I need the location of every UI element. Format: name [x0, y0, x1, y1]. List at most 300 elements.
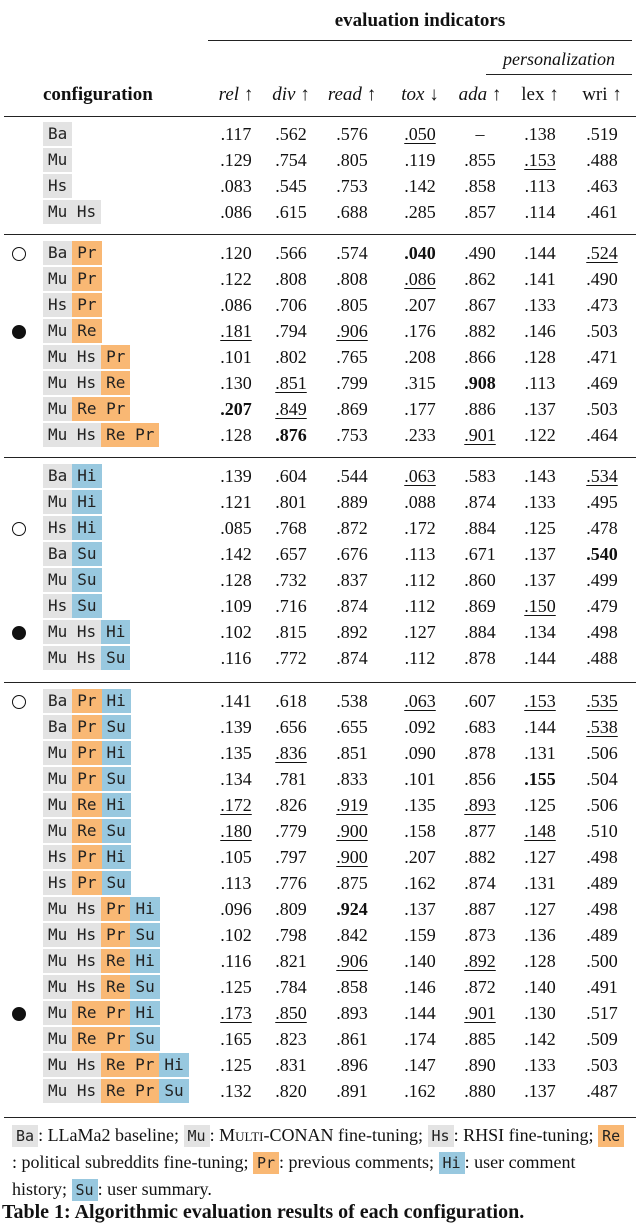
cell-rel: .125	[220, 977, 252, 997]
configuration-chips	[43, 645, 130, 671]
config-chip: Mu Hs	[43, 949, 101, 973]
col-header-label: ada	[458, 84, 488, 105]
legend-text-smallcaps: Multi	[219, 1125, 264, 1145]
config-chip: Su	[72, 568, 101, 592]
cell-tox: .112	[404, 596, 436, 616]
cell-rel: .113	[220, 873, 252, 893]
config-chip: Hi	[72, 516, 101, 540]
cell-read: .889	[336, 492, 368, 512]
cell-div: .809	[275, 899, 307, 919]
table-row	[0, 766, 640, 792]
cell-rel: .181	[220, 321, 252, 341]
cell-wri: .524	[586, 243, 618, 263]
cell-ada: .872	[464, 977, 496, 997]
cell-wri: .464	[586, 425, 618, 445]
config-chip: Mu	[43, 568, 72, 592]
cell-ada: .867	[464, 295, 496, 315]
config-chip: Mu Hs	[43, 923, 101, 947]
cell-wri: .489	[586, 925, 618, 945]
table-row	[0, 740, 640, 766]
cell-ada: .873	[464, 925, 496, 945]
config-chip: Mu Hs	[43, 620, 101, 644]
cell-tox: .159	[404, 925, 436, 945]
cell-ada: .857	[464, 202, 496, 222]
cell-rel: .083	[220, 176, 252, 196]
cell-tox: .208	[404, 347, 436, 367]
cell-lex: .130	[524, 1003, 556, 1023]
cell-ada: .878	[464, 648, 496, 668]
config-chip: Mu Hs	[43, 423, 101, 447]
config-chip: Re	[72, 319, 101, 343]
cell-lex: .141	[524, 269, 556, 289]
cell-lex: .114	[524, 202, 556, 222]
config-chip: Pr	[72, 241, 101, 265]
config-chip: Mu	[43, 319, 72, 343]
legend-chip: Pr	[253, 1152, 279, 1174]
legend-chip: Mu	[184, 1125, 210, 1147]
cell-read: .874	[336, 648, 368, 668]
table-row	[0, 199, 640, 225]
configuration-chips	[43, 1000, 160, 1026]
cell-wri: .469	[586, 373, 618, 393]
config-chip: Mu	[43, 1027, 72, 1051]
cell-lex: .138	[524, 124, 556, 144]
cell-tox: .113	[404, 544, 436, 564]
cell-wri: .534	[586, 466, 618, 486]
table-row	[0, 463, 640, 489]
config-chip: Mu	[43, 767, 72, 791]
table-row	[0, 147, 640, 173]
cell-tox: .101	[404, 769, 436, 789]
cell-tox: .088	[404, 492, 436, 512]
config-chip: Re	[101, 949, 130, 973]
cell-lex: .140	[524, 977, 556, 997]
cell-read: .837	[336, 570, 368, 590]
config-chip: Mu Hs	[43, 1079, 101, 1103]
col-header-label: wri	[582, 84, 608, 105]
cell-read: .874	[336, 596, 368, 616]
table-row	[0, 370, 640, 396]
cell-ada: .884	[464, 622, 496, 642]
cell-read: .688	[336, 202, 368, 222]
cell-rel: .134	[220, 769, 252, 789]
cell-div: .566	[275, 243, 307, 263]
cell-div: .732	[275, 570, 307, 590]
config-chip: Ba	[43, 241, 72, 265]
cell-ada: .878	[464, 743, 496, 763]
cell-lex: .155	[524, 769, 556, 789]
configuration-chips	[43, 593, 102, 619]
cell-div: .772	[275, 648, 307, 668]
config-chip: Su	[130, 975, 159, 999]
cell-tox: .112	[404, 648, 436, 668]
cell-div: .562	[275, 124, 307, 144]
config-chip: Re	[72, 819, 101, 843]
cell-rel: .101	[220, 347, 252, 367]
config-chip: Re Pr	[101, 1053, 159, 1077]
evaluation-indicators-header: evaluation indicators	[208, 8, 632, 41]
table-row	[0, 489, 640, 515]
cell-div: .618	[275, 691, 307, 711]
cell-read: .753	[336, 176, 368, 196]
config-chip: Hs	[43, 293, 72, 317]
cell-rel: .173	[220, 1003, 252, 1023]
cell-read: .765	[336, 347, 368, 367]
table-row	[0, 870, 640, 896]
cell-tox: .162	[404, 1081, 436, 1101]
configuration-chips	[43, 240, 102, 266]
cell-tox: .147	[404, 1055, 436, 1075]
cell-ada: .880	[464, 1081, 496, 1101]
config-chip: Re Pr	[101, 1079, 159, 1103]
cell-read: .676	[336, 544, 368, 564]
cell-lex: .128	[524, 347, 556, 367]
cell-wri: .498	[586, 899, 618, 919]
config-chip: Pr	[72, 845, 101, 869]
configuration-chips	[43, 173, 72, 199]
configuration-chips	[43, 344, 130, 370]
config-chip: Re	[101, 975, 130, 999]
cell-rel: .117	[220, 124, 252, 144]
table-row	[0, 896, 640, 922]
config-chip: Mu	[43, 490, 72, 514]
legend-text: : RHSI fine-tuning;	[453, 1125, 599, 1145]
cell-div: .798	[275, 925, 307, 945]
cell-div: .802	[275, 347, 307, 367]
config-chip: Mu Hs	[43, 646, 101, 670]
configuration-chips	[43, 740, 131, 766]
cell-rel: .172	[220, 795, 252, 815]
configuration-chips	[43, 844, 131, 870]
configuration-chips	[43, 766, 131, 792]
cell-read: .906	[336, 951, 368, 971]
config-chip: Hi	[72, 490, 101, 514]
cell-tox: .092	[404, 717, 436, 737]
legend-text: : previous comments;	[279, 1152, 439, 1172]
cell-rel: .165	[220, 1029, 252, 1049]
cell-rel: .086	[220, 202, 252, 222]
config-chip: Hs	[43, 174, 72, 198]
config-chip: Pr	[101, 345, 130, 369]
cell-wri: .503	[586, 1055, 618, 1075]
cell-tox: .207	[404, 295, 436, 315]
cell-ada: .855	[464, 150, 496, 170]
group-divider	[4, 682, 636, 683]
cell-ada: .490	[464, 243, 496, 263]
cell-wri: .519	[586, 124, 618, 144]
config-chip: Su	[101, 646, 130, 670]
table-row	[0, 344, 640, 370]
cell-tox: .086	[404, 269, 436, 289]
col-header-label: tox	[401, 84, 425, 105]
configuration-chips	[43, 370, 130, 396]
legend-chip: Ba	[12, 1125, 38, 1147]
cell-div: .776	[275, 873, 307, 893]
cell-ada: .856	[464, 769, 496, 789]
cell-ada: .858	[464, 176, 496, 196]
cell-ada: .882	[464, 321, 496, 341]
configuration-chips	[43, 714, 131, 740]
filled-circle-icon	[12, 1007, 26, 1021]
cell-wri: .498	[586, 847, 618, 867]
config-chip: Mu	[43, 819, 72, 843]
cell-rel: .102	[220, 622, 252, 642]
cell-wri: .500	[586, 951, 618, 971]
configuration-chips	[43, 870, 131, 896]
cell-read: .655	[336, 717, 368, 737]
cell-div: .706	[275, 295, 307, 315]
cell-ada: .890	[464, 1055, 496, 1075]
config-chip: Re Pr	[101, 423, 159, 447]
cell-rel: .102	[220, 925, 252, 945]
cell-ada: .869	[464, 596, 496, 616]
cell-div: .851	[275, 373, 307, 393]
header-rule	[4, 116, 636, 117]
cell-lex: .137	[524, 399, 556, 419]
cell-ada: .877	[464, 821, 496, 841]
config-chip: Su	[102, 819, 131, 843]
cell-lex: .153	[524, 691, 556, 711]
cell-tox: .127	[404, 622, 436, 642]
cell-tox: .144	[404, 1003, 436, 1023]
cell-rel: .207	[220, 399, 252, 419]
cell-ada: .874	[464, 873, 496, 893]
config-chip: Hi	[101, 620, 130, 644]
config-chip: Re Pr	[72, 397, 130, 421]
config-chip: Re	[101, 371, 130, 395]
cell-div: .808	[275, 269, 307, 289]
col-header-div	[272, 84, 309, 106]
config-chip: Pr	[72, 293, 101, 317]
cell-div: .836	[275, 743, 307, 763]
group-divider	[4, 234, 636, 235]
config-chip: Su	[130, 923, 159, 947]
cell-read: .861	[336, 1029, 368, 1049]
config-chip: Re Pr	[72, 1027, 130, 1051]
configuration-chips	[43, 567, 102, 593]
cell-wri: .461	[586, 202, 618, 222]
legend-chip: Re	[598, 1125, 624, 1147]
cell-read: .872	[336, 518, 368, 538]
config-chip: Mu Hs	[43, 975, 101, 999]
configuration-chips	[43, 792, 131, 818]
configuration-chips	[43, 619, 130, 645]
cell-read: .896	[336, 1055, 368, 1075]
col-header-lex	[521, 84, 558, 106]
arrow-down-icon: ↓	[424, 84, 439, 105]
table-caption: Table 1: Algorithmic evaluation results of each configuration.	[2, 1201, 525, 1223]
cell-ada: .860	[464, 570, 496, 590]
cell-div: .820	[275, 1081, 307, 1101]
group-divider	[4, 457, 636, 458]
arrow-up-icon: ↑	[544, 84, 559, 105]
col-header-wri	[582, 84, 622, 106]
configuration-chips	[43, 396, 130, 422]
table-row	[0, 515, 640, 541]
cell-div: .768	[275, 518, 307, 538]
config-chip: Ba	[43, 689, 72, 713]
table-row	[0, 541, 640, 567]
config-chip: Re Pr	[72, 1001, 130, 1025]
config-chip: Ba	[43, 542, 72, 566]
table-row	[0, 922, 640, 948]
cell-lex: .153	[524, 150, 556, 170]
cell-read: .891	[336, 1081, 368, 1101]
cell-div: .784	[275, 977, 307, 997]
cell-rel: .141	[220, 691, 252, 711]
cell-rel: .180	[220, 821, 252, 841]
config-chip: Ba	[43, 464, 72, 488]
configuration-chips	[43, 199, 101, 225]
config-chip: Hi	[72, 464, 101, 488]
cell-tox: .040	[404, 243, 436, 263]
configuration-chips	[43, 541, 102, 567]
cell-read: .805	[336, 295, 368, 315]
cell-read: .919	[336, 795, 368, 815]
config-chip: Su	[102, 767, 131, 791]
config-chip: Pr	[72, 715, 101, 739]
cell-rel: .128	[220, 570, 252, 590]
cell-lex: .148	[524, 821, 556, 841]
cell-ada: .908	[464, 373, 496, 393]
config-chip: Hi	[102, 741, 131, 765]
table-row	[0, 292, 640, 318]
config-chip: Mu	[43, 1001, 72, 1025]
cell-read: .808	[336, 269, 368, 289]
legend-text: :	[209, 1125, 220, 1145]
cell-div: .781	[275, 769, 307, 789]
open-circle-icon	[12, 522, 26, 536]
cell-lex: .142	[524, 1029, 556, 1049]
cell-lex: .113	[524, 373, 556, 393]
legend-text: : user comment history;	[12, 1152, 576, 1199]
config-chip: Mu Hs	[43, 200, 101, 224]
cell-wri: .463	[586, 176, 618, 196]
cell-read: .753	[336, 425, 368, 445]
config-chip: Mu	[43, 267, 72, 291]
cell-rel: .132	[220, 1081, 252, 1101]
cell-lex: .128	[524, 951, 556, 971]
cell-read: .833	[336, 769, 368, 789]
cell-lex: .134	[524, 622, 556, 642]
cell-tox: .119	[404, 150, 436, 170]
cell-lex: .146	[524, 321, 556, 341]
cell-lex: .133	[524, 1055, 556, 1075]
configuration-chips	[43, 292, 102, 318]
cell-wri: .488	[586, 150, 618, 170]
col-header-tox	[401, 84, 438, 106]
cell-wri: .491	[586, 977, 618, 997]
cell-rel: .139	[220, 466, 252, 486]
cell-div: .716	[275, 596, 307, 616]
cell-ada: .862	[464, 269, 496, 289]
cell-rel: .130	[220, 373, 252, 393]
table-row	[0, 688, 640, 714]
table-row	[0, 593, 640, 619]
cell-div: .604	[275, 466, 307, 486]
cell-tox: .207	[404, 847, 436, 867]
cell-wri: .506	[586, 743, 618, 763]
legend-chip: Hs	[428, 1125, 454, 1147]
configuration-header: configuration	[43, 84, 153, 105]
cell-ada: .892	[464, 951, 496, 971]
config-chip: Mu Hs	[43, 1053, 101, 1077]
table-row	[0, 619, 640, 645]
col-header-ada	[459, 84, 502, 106]
cell-wri: .517	[586, 1003, 618, 1023]
cell-div: .831	[275, 1055, 307, 1075]
cell-ada: .882	[464, 847, 496, 867]
cell-wri: .479	[586, 596, 618, 616]
cell-rel: .139	[220, 717, 252, 737]
col-header-label: read	[327, 84, 362, 105]
cell-read: .538	[336, 691, 368, 711]
cell-tox: .176	[404, 321, 436, 341]
cell-div: .876	[275, 425, 307, 445]
col-header-label: lex	[521, 84, 545, 105]
cell-rel: .085	[220, 518, 252, 538]
config-chip: Hs	[43, 845, 72, 869]
configuration-chips	[43, 818, 131, 844]
cell-lex: .131	[524, 873, 556, 893]
config-chip: Ba	[43, 715, 72, 739]
cell-ada: .607	[464, 691, 496, 711]
col-header-rel	[219, 84, 254, 106]
cell-tox: .137	[404, 899, 436, 919]
cell-div: .797	[275, 847, 307, 867]
config-chip: Hs	[43, 516, 72, 540]
table-row	[0, 714, 640, 740]
cell-wri: .499	[586, 570, 618, 590]
config-chip: Hi	[102, 793, 131, 817]
config-chip: Pr	[101, 897, 130, 921]
config-chip: Hi	[159, 1053, 188, 1077]
configuration-chips	[43, 121, 72, 147]
table-row	[0, 1000, 640, 1026]
arrow-up-icon: ↑	[361, 84, 377, 105]
cell-lex: .144	[524, 717, 556, 737]
cell-read: .574	[336, 243, 368, 263]
cell-wri: .488	[586, 648, 618, 668]
cell-tox: .233	[404, 425, 436, 445]
legend-text: : LLaMa2 baseline;	[38, 1125, 184, 1145]
cell-read: .900	[336, 821, 368, 841]
cell-div: .657	[275, 544, 307, 564]
cell-wri: .478	[586, 518, 618, 538]
arrow-up-icon: ↑	[239, 84, 254, 105]
cell-tox: .140	[404, 951, 436, 971]
configuration-chips	[43, 463, 102, 489]
configuration-chips	[43, 266, 102, 292]
cell-rel: .120	[220, 243, 252, 263]
cell-rel: .129	[220, 150, 252, 170]
cell-wri: .509	[586, 1029, 618, 1049]
table-row	[0, 567, 640, 593]
cell-div: .850	[275, 1003, 307, 1023]
config-chip: Hi	[102, 689, 131, 713]
cell-ada: .901	[464, 425, 496, 445]
cell-ada: .874	[464, 492, 496, 512]
config-chip: Hi	[102, 845, 131, 869]
cell-read: .851	[336, 743, 368, 763]
cell-lex: .133	[524, 492, 556, 512]
config-chip: Pr	[72, 267, 101, 291]
legend-text: : political subreddits fine-tuning;	[12, 1152, 253, 1172]
cell-rel: .096	[220, 899, 252, 919]
cell-lex: .127	[524, 899, 556, 919]
config-chip: Mu Hs	[43, 897, 101, 921]
configuration-chips	[43, 147, 72, 173]
